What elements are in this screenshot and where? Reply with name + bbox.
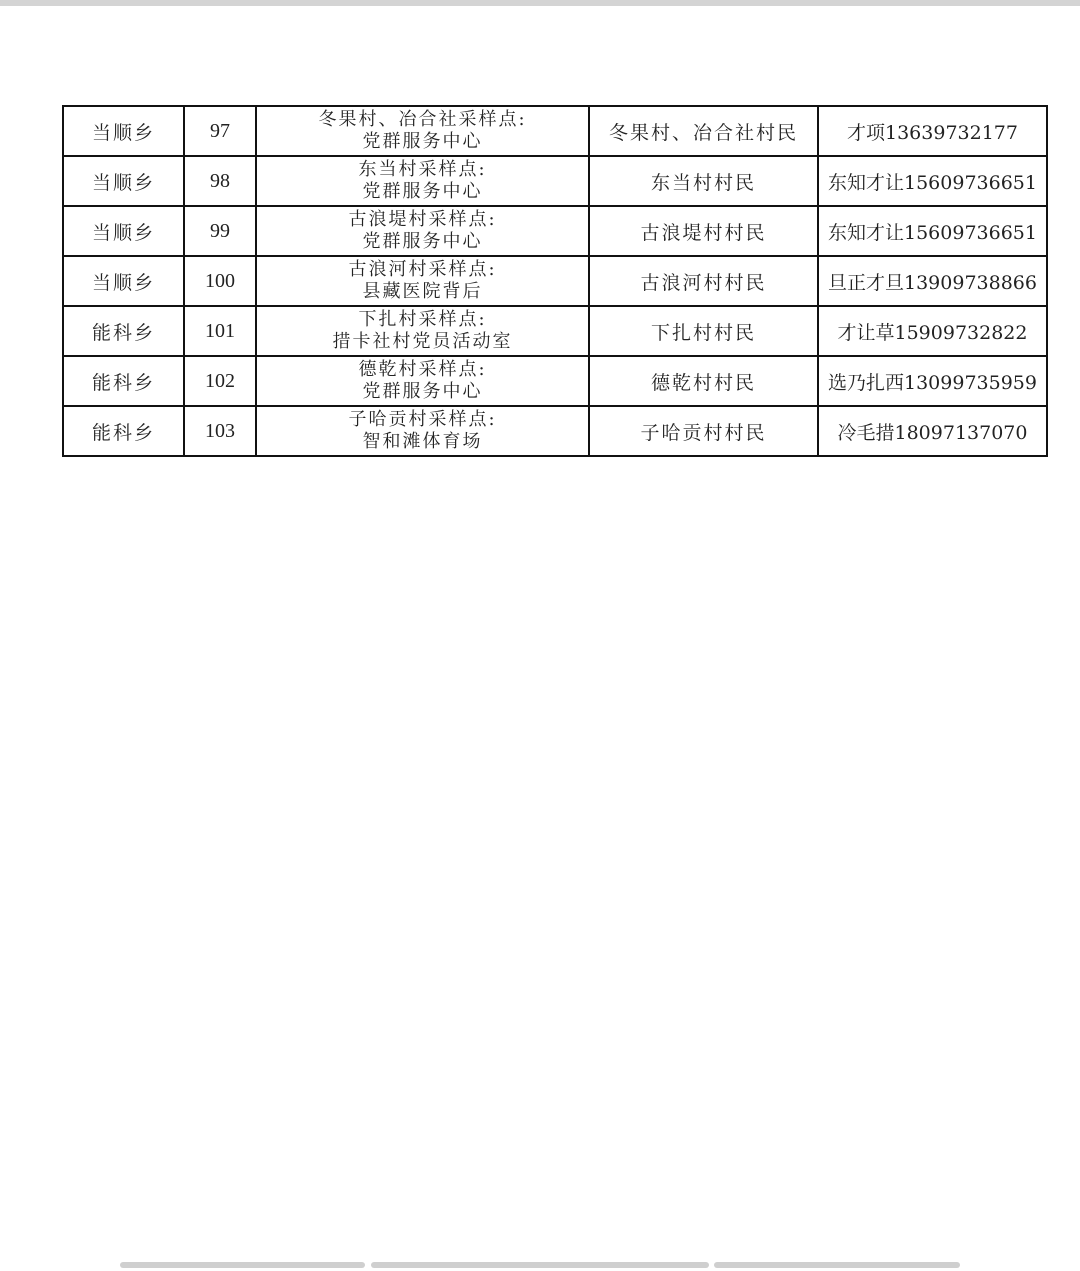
number-cell: 100 — [184, 256, 256, 306]
site-name: 东当村采样点: — [358, 159, 487, 180]
number-cell: 103 — [184, 406, 256, 456]
table-row — [63, 206, 1047, 256]
site-location: 党群服务中心 — [362, 381, 483, 402]
number-cell: 98 — [184, 156, 256, 206]
number-cell: 101 — [184, 306, 256, 356]
number-cell: 97 — [184, 106, 256, 156]
site-name: 古浪河村采样点: — [348, 259, 497, 280]
residents-cell: 东当村村民 — [589, 156, 818, 206]
table-row — [63, 156, 1047, 206]
residents-cell: 古浪河村村民 — [589, 256, 818, 306]
site-name: 古浪堤村采样点: — [348, 209, 497, 230]
site-location: 党群服务中心 — [362, 181, 483, 202]
residents-cell: 古浪堤村村民 — [589, 206, 818, 256]
residents-cell: 冬果村、冶合社村民 — [589, 106, 818, 156]
site-location: 县藏医院背后 — [362, 281, 483, 302]
residents-cell: 子哈贡村村民 — [589, 406, 818, 456]
township-cell: 当顺乡 — [63, 256, 184, 306]
site-name: 子哈贡村采样点: — [348, 409, 497, 430]
contact-cell: 东知才让15609736651 — [818, 206, 1047, 256]
residents-cell: 下扎村村民 — [589, 306, 818, 356]
table-row — [63, 356, 1047, 406]
sampling-site-cell — [256, 206, 589, 256]
site-location: 党群服务中心 — [362, 131, 483, 152]
township-cell: 能科乡 — [63, 356, 184, 406]
page-indicator-1 — [120, 1262, 365, 1268]
number-cell: 99 — [184, 206, 256, 256]
township-cell: 能科乡 — [63, 306, 184, 356]
top-divider — [0, 0, 1080, 6]
residents-cell: 德乾村村民 — [589, 356, 818, 406]
contact-cell: 选乃扎西13099735959 — [818, 356, 1047, 406]
sampling-site-cell — [256, 356, 589, 406]
site-location: 措卡社村党员活动室 — [332, 331, 513, 352]
sampling-site-cell — [256, 306, 589, 356]
sampling-site-cell — [256, 156, 589, 206]
site-name: 冬果村、冶合社采样点: — [318, 109, 527, 130]
contact-cell: 才让草15909732822 — [818, 306, 1047, 356]
township-cell: 能科乡 — [63, 406, 184, 456]
contact-cell: 东知才让15609736651 — [818, 156, 1047, 206]
site-name: 下扎村采样点: — [358, 309, 487, 330]
township-cell: 当顺乡 — [63, 156, 184, 206]
contact-cell: 旦正才旦13909738866 — [818, 256, 1047, 306]
sampling-sites-table — [62, 105, 1048, 457]
site-location: 党群服务中心 — [362, 231, 483, 252]
contact-cell: 才项13639732177 — [818, 106, 1047, 156]
page-indicator-2 — [371, 1262, 709, 1268]
sampling-site-cell — [256, 406, 589, 456]
site-name: 德乾村采样点: — [358, 359, 487, 380]
page-indicator-3 — [714, 1262, 960, 1268]
sampling-site-cell — [256, 106, 589, 156]
table-row — [63, 306, 1047, 356]
township-cell: 当顺乡 — [63, 106, 184, 156]
township-cell: 当顺乡 — [63, 206, 184, 256]
table-row — [63, 406, 1047, 456]
table-row — [63, 256, 1047, 306]
sampling-site-cell — [256, 256, 589, 306]
table-row — [63, 106, 1047, 156]
contact-cell: 冷毛措18097137070 — [818, 406, 1047, 456]
number-cell: 102 — [184, 356, 256, 406]
site-location: 智和滩体育场 — [362, 431, 483, 452]
